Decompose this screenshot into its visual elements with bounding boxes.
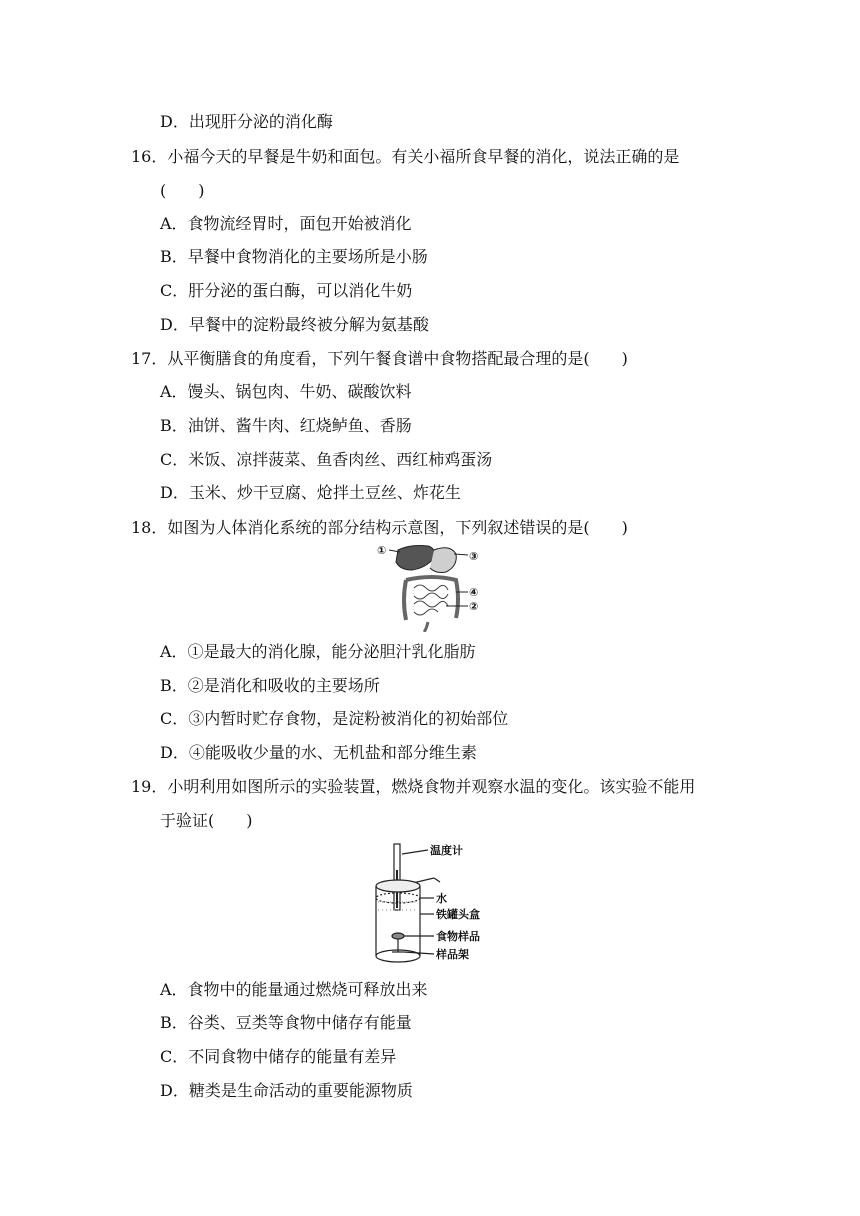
label-sample-holder: 样品架 xyxy=(436,948,469,961)
q19-option-d: D．糖类是生命活动的重要能源物质 xyxy=(160,1081,413,1100)
q16-option-a: A．食物流经胃时，面包开始被消化 xyxy=(160,214,412,233)
q17-option-d: D．玉米、炒干豆腐、炝拌土豆丝、炸花生 xyxy=(160,483,461,502)
q18-option-d: D．④能吸收少量的水、无机盐和部分维生素 xyxy=(160,743,477,762)
q15-option-d: D．出现肝分泌的消化酶 xyxy=(160,112,333,131)
q18-option-a: A．①是最大的消化腺，能分泌胆汁乳化脂肪 xyxy=(160,642,476,661)
q18-option-b: B．②是消化和吸收的主要场所 xyxy=(160,676,380,695)
food-burning-apparatus-figure xyxy=(368,840,496,966)
q19-option-c: C．不同食物中储存的能量有差异 xyxy=(160,1047,397,1066)
label-thermometer: 温度计 xyxy=(430,844,463,857)
q17-option-a: A．馒头、锅包肉、牛奶、碳酸饮料 xyxy=(160,382,412,401)
q16-option-b: B．早餐中食物消化的主要场所是小肠 xyxy=(160,247,428,266)
q16-option-d: D．早餐中的淀粉最终被分解为氨基酸 xyxy=(160,315,429,334)
label-water: 水 xyxy=(436,892,447,905)
q19-stem-continuation: 于验证( ) xyxy=(160,811,253,830)
figure-label-1: ① xyxy=(377,544,387,557)
q19-option-a: A．食物中的能量通过燃烧可释放出来 xyxy=(160,980,428,999)
q19-option-b: B．谷类、豆类等食物中储存有能量 xyxy=(160,1013,412,1032)
q19-stem: 19．小明利用如图所示的实验装置，燃烧食物并观察水温的变化。该实验不能用 xyxy=(131,777,696,796)
figure-label-2: ② xyxy=(469,600,479,613)
figure-label-4: ④ xyxy=(469,586,479,599)
label-food-sample: 食物样品 xyxy=(436,930,480,943)
q17-option-b: B．油饼、酱牛肉、红烧鲈鱼、香肠 xyxy=(160,416,412,435)
q16-option-c: C．肝分泌的蛋白酶，可以消化牛奶 xyxy=(160,281,413,300)
digestive-system-figure xyxy=(376,540,491,632)
q16-answer-bracket: ( ) xyxy=(160,181,205,200)
q16-stem: 16．小福今天的早餐是牛奶和面包。有关小福所食早餐的消化，说法正确的是 xyxy=(131,147,680,166)
q18-stem: 18．如图为人体消化系统的部分结构示意图，下列叙述错误的是( ) xyxy=(131,518,628,537)
q18-option-c: C．③内暂时贮存食物，是淀粉被消化的初始部位 xyxy=(160,709,509,728)
q17-option-c: C．米饭、凉拌菠菜、鱼香肉丝、西红柿鸡蛋汤 xyxy=(160,450,493,469)
figure-label-3: ③ xyxy=(469,550,479,563)
q17-stem: 17．从平衡膳食的角度看，下列午餐食谱中食物搭配最合理的是( ) xyxy=(131,349,628,368)
label-iron-can: 铁罐头盒 xyxy=(436,908,480,921)
